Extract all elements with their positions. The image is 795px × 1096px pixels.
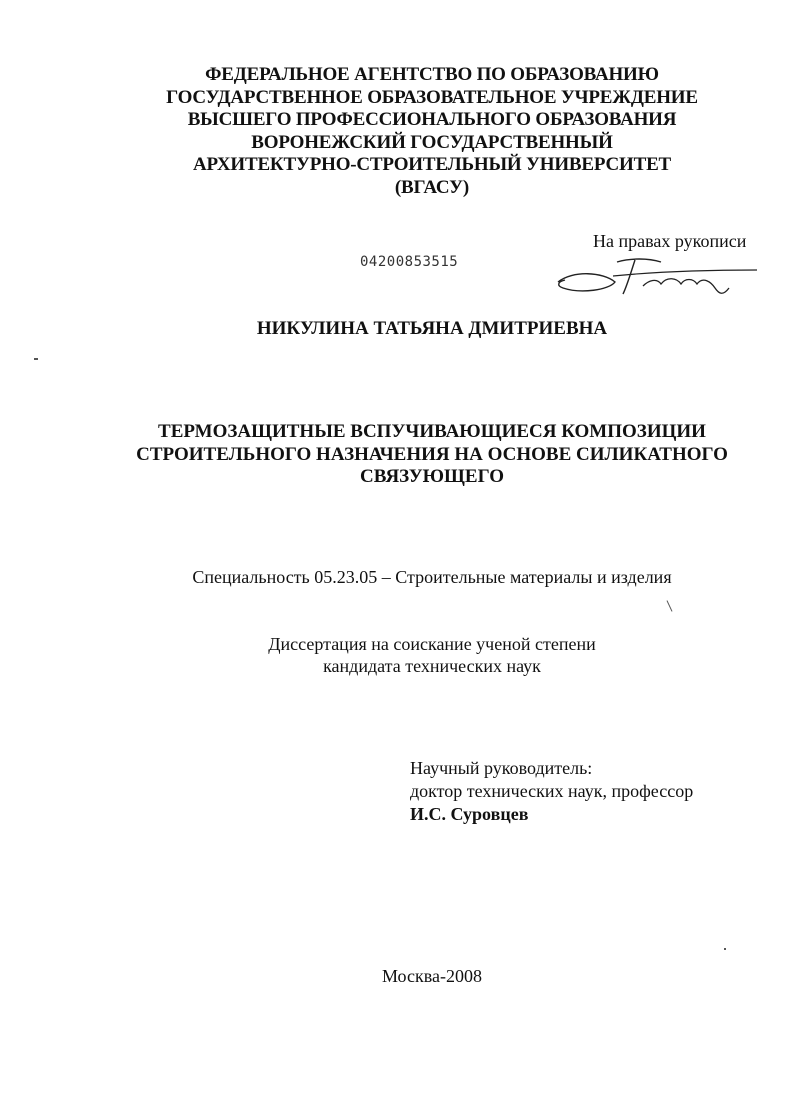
organization-line: (ВГАСУ) (394, 176, 470, 198)
city-year: Москва-2008 (382, 966, 482, 986)
inventory-number: 04200853515 (360, 254, 459, 270)
organization-line: ВЫСШЕГО ПРОФЕССИОНАЛЬНОГО ОБРАЗОВАНИЯ (187, 109, 677, 130)
handwritten-signature (553, 252, 763, 312)
organization-line: АРХИТЕКТУРНО-СТРОИТЕЛЬНЫЙ УНИВЕРСИТЕТ (192, 154, 672, 175)
supervisor-degree: доктор технических наук, профессор (410, 781, 694, 801)
rights-note: На правах рукописи (593, 231, 747, 251)
scan-speck (34, 358, 38, 360)
degree-line: кандидата технических наук (323, 656, 541, 676)
title-line: СВЯЗУЮЩЕГО (360, 466, 504, 487)
organization-header (32, 64, 795, 199)
author-name: НИКУЛИНА ТАТЬЯНА ДМИТРИЕВНА (256, 318, 608, 339)
organization-line: ВОРОНЕЖСКИЙ ГОСУДАРСТВЕННЫЙ (251, 131, 613, 153)
title-line: ТЕРМОЗАЩИТНЫЕ ВСПУЧИВАЮЩИЕСЯ КОМПОЗИЦИИ (158, 421, 706, 442)
scan-speck (667, 600, 673, 611)
degree-line: Диссертация на соискание ученой степени (268, 634, 596, 654)
signature-stroke (558, 274, 615, 291)
supervisor-block (410, 757, 693, 826)
organization-line: ФЕДЕРАЛЬНОЕ АГЕНТСТВО ПО ОБРАЗОВАНИЮ (205, 64, 659, 85)
specialty: Специальность 05.23.05 – Строительные материалы и изделия (192, 567, 672, 587)
supervisor-label: Научный руководитель: (410, 758, 593, 778)
dissertation-title (32, 421, 795, 489)
scan-speck (724, 948, 726, 950)
title-line: СТРОИТЕЛЬНОГО НАЗНАЧЕНИЯ НА ОСНОВЕ СИЛИКАТНОГО (136, 443, 728, 465)
signature-stroke (643, 279, 729, 294)
dissertation-degree (32, 633, 795, 677)
signature-stroke (613, 270, 757, 276)
supervisor-name: И.С. Суровцев (410, 804, 529, 824)
organization-line: ГОСУДАРСТВЕННОЕ ОБРАЗОВАТЕЛЬНОЕ УЧРЕЖДЕНИЕ (166, 86, 698, 108)
signature-stroke (617, 259, 661, 294)
